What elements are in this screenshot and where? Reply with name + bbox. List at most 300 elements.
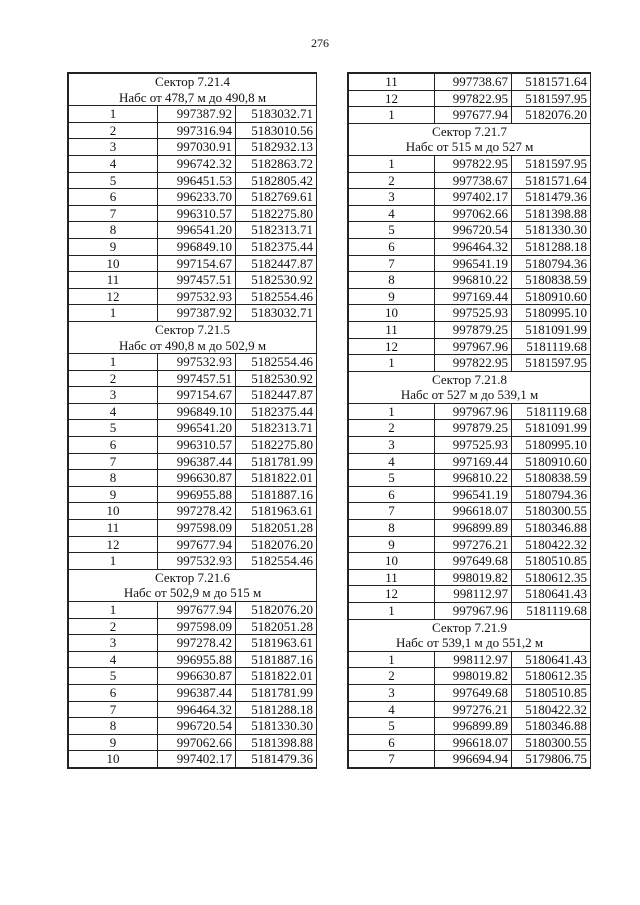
point-number: 6 xyxy=(349,486,435,503)
coordinate-y: 5183032.71 xyxy=(236,305,317,322)
coordinate-x: 996742.32 xyxy=(158,155,236,172)
sector-range xyxy=(349,139,591,155)
table-row xyxy=(349,338,591,355)
coordinate-x: 996310.57 xyxy=(158,205,236,222)
table-row xyxy=(349,603,591,620)
coordinate-x: 997062.66 xyxy=(435,205,512,222)
table-row xyxy=(69,751,317,768)
table-row xyxy=(69,354,317,371)
coordinate-y: 5179806.75 xyxy=(512,751,591,768)
point-number: 9 xyxy=(349,536,435,553)
coordinate-x: 997738.67 xyxy=(435,172,512,189)
coordinate-x: 996541.19 xyxy=(435,255,512,272)
table-row xyxy=(69,701,317,718)
point-number: 2 xyxy=(69,618,158,635)
table-row xyxy=(69,305,317,322)
coordinate-y: 5182554.46 xyxy=(236,288,317,305)
coordinate-y: 5182313.71 xyxy=(236,222,317,239)
coordinate-x: 997649.68 xyxy=(435,553,512,570)
table-row xyxy=(349,238,591,255)
table-row xyxy=(349,272,591,289)
coordinate-y: 5180794.36 xyxy=(512,486,591,503)
point-number: 2 xyxy=(349,420,435,437)
table-row xyxy=(349,355,591,372)
coordinate-x: 997677.94 xyxy=(158,602,236,619)
point-number: 8 xyxy=(69,222,158,239)
point-number: 3 xyxy=(69,139,158,156)
point-number: 10 xyxy=(349,305,435,322)
coordinate-y: 5181597.95 xyxy=(512,155,591,172)
table-row xyxy=(349,155,591,172)
coordinate-y: 5182051.28 xyxy=(236,520,317,537)
point-number: 5 xyxy=(349,222,435,239)
table-row xyxy=(69,288,317,305)
coordinate-y: 5183032.71 xyxy=(236,106,317,123)
coordinate-y: 5182275.80 xyxy=(236,205,317,222)
table-row xyxy=(349,751,591,768)
coordinate-x: 998019.82 xyxy=(435,569,512,586)
coordinate-x: 997649.68 xyxy=(435,684,512,701)
point-number: 2 xyxy=(349,668,435,685)
point-number: 8 xyxy=(69,718,158,735)
coordinate-y: 5181288.18 xyxy=(512,238,591,255)
table-row xyxy=(69,503,317,520)
coordinate-x: 996899.89 xyxy=(435,718,512,735)
coordinate-x: 997278.42 xyxy=(158,635,236,652)
coordinate-y: 5183010.56 xyxy=(236,122,317,139)
point-number: 12 xyxy=(69,536,158,553)
coordinate-y: 5181091.99 xyxy=(512,420,591,437)
coordinate-x: 996233.70 xyxy=(158,189,236,206)
point-number: 9 xyxy=(69,486,158,503)
table-row xyxy=(69,520,317,537)
coordinate-x: 997316.94 xyxy=(158,122,236,139)
table-row xyxy=(69,453,317,470)
table-row xyxy=(349,107,591,124)
coordinate-x: 997677.94 xyxy=(158,536,236,553)
coordinate-x: 996899.89 xyxy=(435,520,512,537)
coordinate-y: 5180838.59 xyxy=(512,272,591,289)
coordinate-y: 5180995.10 xyxy=(512,437,591,454)
coordinate-x: 996849.10 xyxy=(158,403,236,420)
sector-range xyxy=(69,338,317,354)
table-row xyxy=(349,403,591,420)
coordinate-y: 5181781.99 xyxy=(236,453,317,470)
point-number: 4 xyxy=(69,155,158,172)
sector-title-text: Сектор 7.21.4 xyxy=(69,74,317,90)
table-row xyxy=(69,189,317,206)
coordinate-y: 5182932.13 xyxy=(236,139,317,156)
table-row xyxy=(69,536,317,553)
coordinate-x: 997967.96 xyxy=(435,603,512,620)
table-row xyxy=(349,520,591,537)
sector-range xyxy=(69,585,317,601)
coordinate-x: 997387.92 xyxy=(158,106,236,123)
table-row xyxy=(69,486,317,503)
coordinate-y: 5180910.60 xyxy=(512,288,591,305)
coordinate-x: 997525.93 xyxy=(435,437,512,454)
point-number: 4 xyxy=(349,701,435,718)
table-row xyxy=(349,420,591,437)
coordinate-x: 996849.10 xyxy=(158,238,236,255)
coordinate-x: 996810.22 xyxy=(435,272,512,289)
point-number: 9 xyxy=(69,734,158,751)
point-number: 4 xyxy=(349,205,435,222)
point-number: 7 xyxy=(69,205,158,222)
coordinate-y: 5180641.43 xyxy=(512,651,591,668)
sector-range-text: Набс от 539,1 м до 551,2 м xyxy=(349,635,591,651)
coordinate-y: 5182275.80 xyxy=(236,437,317,454)
coordinate-y: 5181822.01 xyxy=(236,470,317,487)
coordinate-y: 5182554.46 xyxy=(236,553,317,570)
table-row xyxy=(349,536,591,553)
table-row xyxy=(69,370,317,387)
coordinate-y: 5180612.35 xyxy=(512,668,591,685)
table-row xyxy=(349,321,591,338)
table-row xyxy=(69,718,317,735)
point-number: 7 xyxy=(349,255,435,272)
coordinate-x: 997532.93 xyxy=(158,354,236,371)
sector-title-text: Сектор 7.21.8 xyxy=(349,371,591,387)
point-number: 12 xyxy=(349,90,435,107)
point-number: 10 xyxy=(69,503,158,520)
table-row xyxy=(69,470,317,487)
table-row xyxy=(349,668,591,685)
table-row xyxy=(69,139,317,156)
point-number: 2 xyxy=(69,370,158,387)
point-number: 12 xyxy=(349,586,435,603)
sector-range-text: Набс от 490,8 м до 502,9 м xyxy=(69,338,317,354)
coordinate-x: 997525.93 xyxy=(435,305,512,322)
point-number: 3 xyxy=(349,437,435,454)
coordinate-y: 5182076.20 xyxy=(236,602,317,619)
coordinate-x: 996618.07 xyxy=(435,734,512,751)
coordinate-y: 5181330.30 xyxy=(512,222,591,239)
coordinate-x: 996630.87 xyxy=(158,470,236,487)
coordinate-y: 5181288.18 xyxy=(236,701,317,718)
table-row xyxy=(349,453,591,470)
coordinate-y: 5182076.20 xyxy=(236,536,317,553)
table-row xyxy=(69,684,317,701)
coordinate-x: 998019.82 xyxy=(435,668,512,685)
coordinate-x: 996810.22 xyxy=(435,470,512,487)
coordinate-y: 5182554.46 xyxy=(236,354,317,371)
table-row xyxy=(69,205,317,222)
point-number: 9 xyxy=(349,288,435,305)
coordinate-y: 5182313.71 xyxy=(236,420,317,437)
point-number: 7 xyxy=(349,751,435,768)
coordinate-x: 997532.93 xyxy=(158,553,236,570)
table-row xyxy=(349,90,591,107)
table-row xyxy=(69,172,317,189)
sector-range-text: Набс от 478,7 м до 490,8 м xyxy=(69,90,317,106)
table-row xyxy=(349,553,591,570)
point-number: 1 xyxy=(349,355,435,372)
coordinate-y: 5180838.59 xyxy=(512,470,591,487)
table-row xyxy=(69,618,317,635)
coordinate-y: 5181571.64 xyxy=(512,74,591,91)
table-row xyxy=(69,635,317,652)
point-number: 4 xyxy=(69,403,158,420)
coordinate-y: 5180300.55 xyxy=(512,734,591,751)
coordinate-x: 997402.17 xyxy=(158,751,236,768)
sector-range-text: Набс от 527 м до 539,1 м xyxy=(349,387,591,403)
coordinate-y: 5180510.85 xyxy=(512,684,591,701)
right-coordinates-table xyxy=(347,72,591,769)
table-row xyxy=(349,470,591,487)
sector-title-text: Сектор 7.21.9 xyxy=(349,619,591,635)
point-number: 7 xyxy=(69,453,158,470)
coordinate-y: 5182447.87 xyxy=(236,387,317,404)
coordinate-x: 997598.09 xyxy=(158,618,236,635)
coordinate-x: 997154.67 xyxy=(158,387,236,404)
point-number: 1 xyxy=(349,107,435,124)
table-row xyxy=(69,437,317,454)
point-number: 6 xyxy=(69,437,158,454)
table-row xyxy=(349,437,591,454)
coordinate-y: 5182805.42 xyxy=(236,172,317,189)
coordinate-x: 997738.67 xyxy=(435,74,512,91)
coordinate-x: 996541.19 xyxy=(435,486,512,503)
coordinate-x: 997457.51 xyxy=(158,370,236,387)
table-row xyxy=(349,569,591,586)
point-number: 6 xyxy=(349,734,435,751)
coordinate-x: 996541.20 xyxy=(158,420,236,437)
coordinate-y: 5182375.44 xyxy=(236,238,317,255)
point-number: 12 xyxy=(69,288,158,305)
coordinate-y: 5181822.01 xyxy=(236,668,317,685)
coordinate-y: 5181119.68 xyxy=(512,403,591,420)
point-number: 7 xyxy=(349,503,435,520)
point-number: 1 xyxy=(349,651,435,668)
coordinate-x: 996464.32 xyxy=(435,238,512,255)
table-row xyxy=(69,238,317,255)
coordinate-y: 5181963.61 xyxy=(236,635,317,652)
coordinate-y: 5182375.44 xyxy=(236,403,317,420)
table-row xyxy=(349,651,591,668)
point-number: 8 xyxy=(69,470,158,487)
point-number: 1 xyxy=(69,106,158,123)
coordinate-y: 5182863.72 xyxy=(236,155,317,172)
sector-title xyxy=(349,123,591,139)
point-number: 5 xyxy=(69,172,158,189)
coordinate-y: 5181963.61 xyxy=(236,503,317,520)
coordinate-y: 5182769.61 xyxy=(236,189,317,206)
coordinate-y: 5182530.92 xyxy=(236,272,317,289)
coordinate-x: 996720.54 xyxy=(435,222,512,239)
point-number: 3 xyxy=(349,189,435,206)
coordinate-x: 997677.94 xyxy=(435,107,512,124)
coordinate-x: 997278.42 xyxy=(158,503,236,520)
coordinate-y: 5181597.95 xyxy=(512,355,591,372)
table-row xyxy=(349,701,591,718)
sector-title xyxy=(69,321,317,337)
coordinate-x: 997276.21 xyxy=(435,701,512,718)
coordinate-y: 5182530.92 xyxy=(236,370,317,387)
point-number: 4 xyxy=(69,651,158,668)
coordinate-y: 5180300.55 xyxy=(512,503,591,520)
coordinate-y: 5182447.87 xyxy=(236,255,317,272)
point-number: 2 xyxy=(69,122,158,139)
coordinate-x: 997169.44 xyxy=(435,453,512,470)
table-row xyxy=(349,74,591,91)
coordinate-x: 997879.25 xyxy=(435,321,512,338)
point-number: 6 xyxy=(349,238,435,255)
sector-range-text: Набс от 515 м до 527 м xyxy=(349,139,591,155)
coordinate-x: 997822.95 xyxy=(435,90,512,107)
coordinate-x: 997387.92 xyxy=(158,305,236,322)
table-row xyxy=(69,222,317,239)
coordinate-y: 5181887.16 xyxy=(236,486,317,503)
table-row xyxy=(69,651,317,668)
point-number: 10 xyxy=(69,751,158,768)
point-number: 1 xyxy=(349,403,435,420)
coordinate-x: 997879.25 xyxy=(435,420,512,437)
coordinate-y: 5180794.36 xyxy=(512,255,591,272)
point-number: 1 xyxy=(69,354,158,371)
coordinate-y: 5181119.68 xyxy=(512,603,591,620)
sector-range xyxy=(69,90,317,106)
coordinate-x: 996451.53 xyxy=(158,172,236,189)
point-number: 8 xyxy=(349,272,435,289)
table-row xyxy=(69,602,317,619)
table-row xyxy=(349,503,591,520)
point-number: 11 xyxy=(349,569,435,586)
coordinate-y: 5181781.99 xyxy=(236,684,317,701)
point-number: 11 xyxy=(69,520,158,537)
coordinate-x: 996464.32 xyxy=(158,701,236,718)
coordinate-y: 5181119.68 xyxy=(512,338,591,355)
point-number: 11 xyxy=(349,74,435,91)
coordinate-y: 5182051.28 xyxy=(236,618,317,635)
table-row xyxy=(349,718,591,735)
coordinate-x: 996955.88 xyxy=(158,486,236,503)
point-number: 5 xyxy=(69,668,158,685)
point-number: 1 xyxy=(69,602,158,619)
coordinate-x: 997822.95 xyxy=(435,155,512,172)
coordinate-x: 997967.96 xyxy=(435,338,512,355)
coordinate-x: 997822.95 xyxy=(435,355,512,372)
coordinate-y: 5180346.88 xyxy=(512,718,591,735)
point-number: 10 xyxy=(69,255,158,272)
table-row xyxy=(349,586,591,603)
table-row xyxy=(349,222,591,239)
table-row xyxy=(69,403,317,420)
table-row xyxy=(349,205,591,222)
point-number: 11 xyxy=(349,321,435,338)
left-coordinates-table xyxy=(67,72,317,769)
coordinate-x: 997154.67 xyxy=(158,255,236,272)
coordinate-y: 5181330.30 xyxy=(236,718,317,735)
table-row xyxy=(69,420,317,437)
table-row xyxy=(69,668,317,685)
coordinate-x: 997062.66 xyxy=(158,734,236,751)
point-number: 9 xyxy=(69,238,158,255)
table-row xyxy=(69,734,317,751)
coordinate-y: 5181398.88 xyxy=(512,205,591,222)
sector-title-text: Сектор 7.21.5 xyxy=(69,321,317,337)
table-row xyxy=(69,122,317,139)
coordinate-x: 996387.44 xyxy=(158,453,236,470)
table-row xyxy=(69,106,317,123)
coordinate-y: 5181479.36 xyxy=(236,751,317,768)
coordinate-y: 5182076.20 xyxy=(512,107,591,124)
table-row xyxy=(349,172,591,189)
point-number: 1 xyxy=(69,553,158,570)
coordinate-x: 996310.57 xyxy=(158,437,236,454)
point-number: 3 xyxy=(69,387,158,404)
coordinate-x: 998112.97 xyxy=(435,586,512,603)
coordinate-y: 5180346.88 xyxy=(512,520,591,537)
point-number: 1 xyxy=(349,155,435,172)
coordinate-y: 5180910.60 xyxy=(512,453,591,470)
table-row xyxy=(69,255,317,272)
table-row xyxy=(349,255,591,272)
table-row xyxy=(349,305,591,322)
point-number: 5 xyxy=(69,420,158,437)
coordinate-x: 997532.93 xyxy=(158,288,236,305)
coordinate-x: 997402.17 xyxy=(435,189,512,206)
coordinate-x: 996720.54 xyxy=(158,718,236,735)
point-number: 1 xyxy=(349,603,435,620)
point-number: 2 xyxy=(349,172,435,189)
coordinate-x: 996387.44 xyxy=(158,684,236,701)
sector-range xyxy=(349,635,591,651)
table-row xyxy=(69,553,317,570)
sector-title xyxy=(69,74,317,90)
point-number: 8 xyxy=(349,520,435,537)
coordinate-y: 5181479.36 xyxy=(512,189,591,206)
table-row xyxy=(349,684,591,701)
coordinate-x: 996630.87 xyxy=(158,668,236,685)
coordinate-y: 5180641.43 xyxy=(512,586,591,603)
coordinate-y: 5181887.16 xyxy=(236,651,317,668)
point-number: 3 xyxy=(69,635,158,652)
point-number: 5 xyxy=(349,470,435,487)
table-row xyxy=(349,288,591,305)
table-row xyxy=(349,189,591,206)
coordinate-x: 996694.94 xyxy=(435,751,512,768)
table-row xyxy=(69,272,317,289)
coordinate-x: 997276.21 xyxy=(435,536,512,553)
page-number: 276 xyxy=(311,36,329,50)
point-number: 6 xyxy=(69,684,158,701)
coordinate-x: 996955.88 xyxy=(158,651,236,668)
coordinate-x: 996541.20 xyxy=(158,222,236,239)
sector-title-text: Сектор 7.21.7 xyxy=(349,123,591,139)
point-number: 1 xyxy=(69,305,158,322)
point-number: 12 xyxy=(349,338,435,355)
sector-title-text: Сектор 7.21.6 xyxy=(69,569,317,585)
coordinate-x: 997030.91 xyxy=(158,139,236,156)
coordinate-y: 5180422.32 xyxy=(512,536,591,553)
coordinate-y: 5181571.64 xyxy=(512,172,591,189)
sector-range-text: Набс от 502,9 м до 515 м xyxy=(69,585,317,601)
sector-title xyxy=(349,619,591,635)
coordinate-x: 997169.44 xyxy=(435,288,512,305)
point-number: 5 xyxy=(349,718,435,735)
coordinate-x: 997967.96 xyxy=(435,403,512,420)
table-row xyxy=(349,734,591,751)
coordinate-y: 5180612.35 xyxy=(512,569,591,586)
point-number: 6 xyxy=(69,189,158,206)
point-number: 10 xyxy=(349,553,435,570)
table-row xyxy=(69,387,317,404)
point-number: 3 xyxy=(349,684,435,701)
sector-range xyxy=(349,387,591,403)
coordinate-x: 998112.97 xyxy=(435,651,512,668)
table-row xyxy=(69,155,317,172)
